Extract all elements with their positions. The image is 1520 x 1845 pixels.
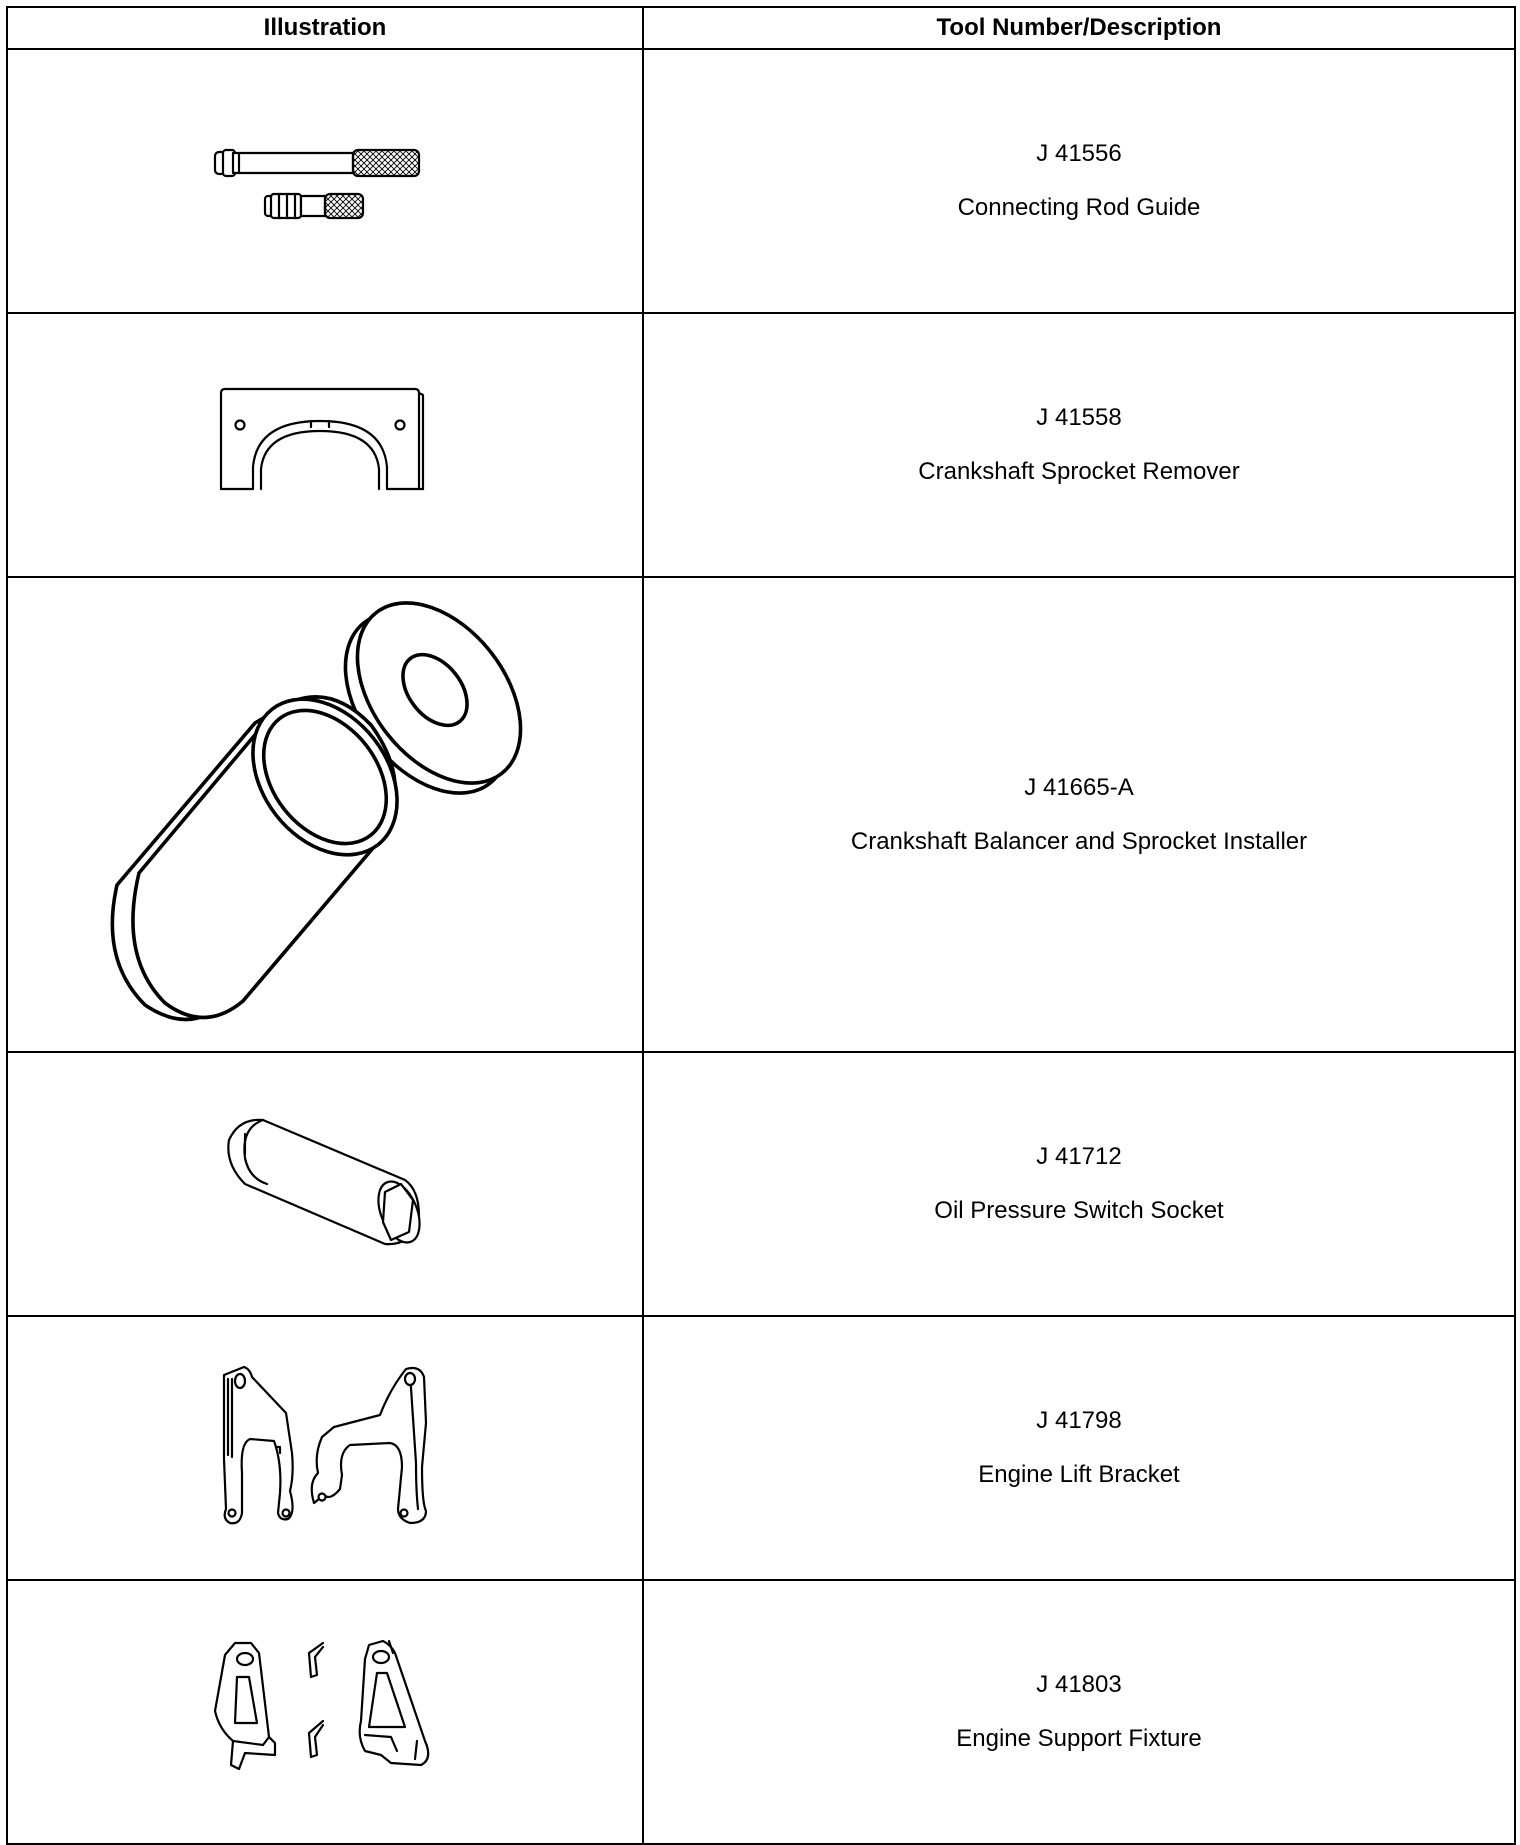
- tool-description-cell: [643, 1052, 1515, 1316]
- illustration-cell: [7, 1052, 643, 1316]
- tool-description: Crankshaft Balancer and Sprocket Installer: [850, 827, 1308, 855]
- sprocket-remover-icon: [215, 385, 435, 505]
- table-header-row: [7, 7, 1515, 49]
- tool-number: J 41803: [1036, 1671, 1122, 1698]
- connecting-rod-guide-icon: [205, 136, 445, 226]
- tool-description-cell: [643, 1580, 1515, 1844]
- tool-description-column-header: Tool Number/Description: [643, 7, 1515, 49]
- tool-number: J 41558: [1036, 404, 1122, 431]
- tool-description: Engine Support Fixture: [956, 1725, 1202, 1752]
- table-row: [7, 49, 1515, 313]
- tool-description: Connecting Rod Guide: [957, 194, 1201, 221]
- balancer-installer-icon: [95, 595, 555, 1035]
- tool-description-cell: [643, 1316, 1515, 1580]
- tool-number: J 41712: [1036, 1143, 1122, 1170]
- illustration-cell: [7, 313, 643, 577]
- lift-bracket-icon: [210, 1363, 440, 1533]
- illustration-cell: [7, 577, 643, 1052]
- tool-number: J 41798: [1036, 1407, 1122, 1434]
- tool-description: Engine Lift Bracket: [978, 1461, 1180, 1488]
- illustration-column-header: Illustration: [7, 7, 643, 49]
- tool-description: Crankshaft Sprocket Remover: [918, 458, 1240, 485]
- illustration-cell: [7, 49, 643, 313]
- tool-number: J 41665-A: [1024, 773, 1134, 801]
- tool-description-cell: [643, 49, 1515, 313]
- special-tools-table: [6, 6, 1516, 1845]
- tool-description-cell: [643, 577, 1515, 1052]
- table-row: [7, 577, 1515, 1052]
- illustration-cell: [7, 1316, 643, 1580]
- support-fixture-icon: [205, 1637, 445, 1787]
- table-row: [7, 313, 1515, 577]
- table-row: [7, 1316, 1515, 1580]
- socket-icon: [215, 1114, 435, 1254]
- tool-number: J 41556: [1036, 140, 1122, 167]
- tool-description: Oil Pressure Switch Socket: [934, 1197, 1224, 1224]
- table-row: [7, 1052, 1515, 1316]
- table-row: [7, 1580, 1515, 1844]
- illustration-cell: [7, 1580, 643, 1844]
- tool-description-cell: [643, 313, 1515, 577]
